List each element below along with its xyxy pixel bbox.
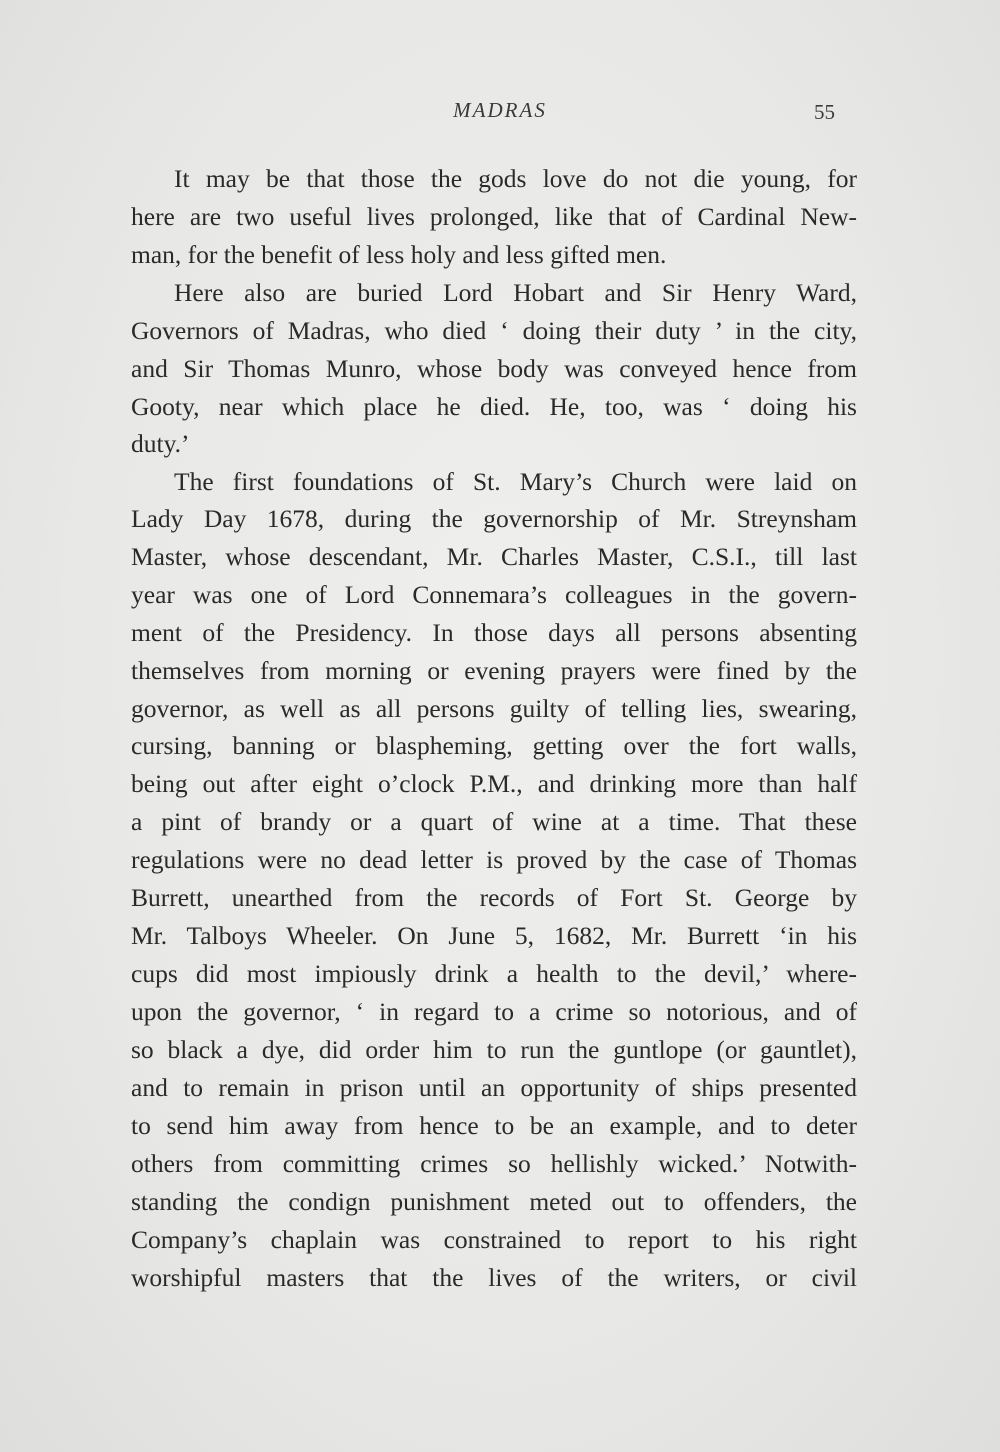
text-line: governor, as well as all persons guilty of telling lies, swearing,	[131, 694, 857, 723]
text-line: regulations were no dead letter is proved by the case of Thomas	[131, 845, 857, 874]
text-line: and to remain in prison until an opportunity of ships presented	[131, 1073, 857, 1102]
text-line: Master, whose descendant, Mr. Charles Master, C.S.I., till last	[131, 542, 857, 571]
text-line: Gooty, near which place he died. He, too, was ‘ doing his	[131, 392, 857, 421]
text-line: ment of the Presidency. In those days all persons absenting	[131, 618, 857, 647]
text-line: a pint of brandy or a quart of wine at a time. That these	[131, 807, 857, 836]
text-line: Governors of Madras, who died ‘ doing their duty ’ in the city,	[131, 316, 857, 345]
text-line: worshipful masters that the lives of the writers, or civil	[131, 1263, 857, 1292]
text-line: year was one of Lord Connemara’s colleagues in the govern-	[131, 580, 857, 609]
text-line: so black a dye, did order him to run the guntlope (or gauntlet),	[131, 1035, 857, 1064]
text-line: The first foundations of St. Mary’s Church were laid on	[174, 467, 857, 496]
text-line: upon the governor, ‘ in regard to a crime so notorious, and of	[131, 997, 857, 1026]
text-line: cursing, banning or blaspheming, getting over the fort walls,	[131, 731, 857, 760]
text-line: Mr. Talboys Wheeler. On June 5, 1682, Mr. Burrett ‘in his	[131, 921, 857, 950]
text-line: standing the condign punishment meted out to offenders, the	[131, 1187, 857, 1216]
page-number: 55	[814, 100, 835, 124]
text-line: man, for the benefit of less holy and less gifted men.	[131, 240, 667, 269]
text-line: to send him away from hence to be an example, and to deter	[131, 1111, 857, 1140]
running-title: MADRAS	[453, 98, 547, 122]
text-line: duty.’	[131, 429, 190, 458]
text-line: Burrett, unearthed from the records of Fort St. George by	[131, 883, 857, 912]
text-line: and Sir Thomas Munro, whose body was conveyed hence from	[131, 354, 857, 383]
text-line: here are two useful lives prolonged, like that of Cardinal New-	[131, 202, 857, 231]
text-line: others from committing crimes so hellishly wicked.’ Notwith-	[131, 1149, 857, 1178]
text-line: themselves from morning or evening prayers were fined by the	[131, 656, 857, 685]
text-line: Here also are buried Lord Hobart and Sir Henry Ward,	[174, 278, 857, 307]
text-line: It may be that those the gods love do not die young, for	[174, 164, 857, 193]
text-line: cups did most impiously drink a health to the devil,’ where-	[131, 959, 857, 988]
text-line: being out after eight o’clock P.M., and drinking more than half	[131, 769, 857, 798]
text-line: Lady Day 1678, during the governorship of Mr. Streynsham	[131, 504, 857, 533]
text-line: Company’s chaplain was constrained to report to his right	[131, 1225, 857, 1254]
